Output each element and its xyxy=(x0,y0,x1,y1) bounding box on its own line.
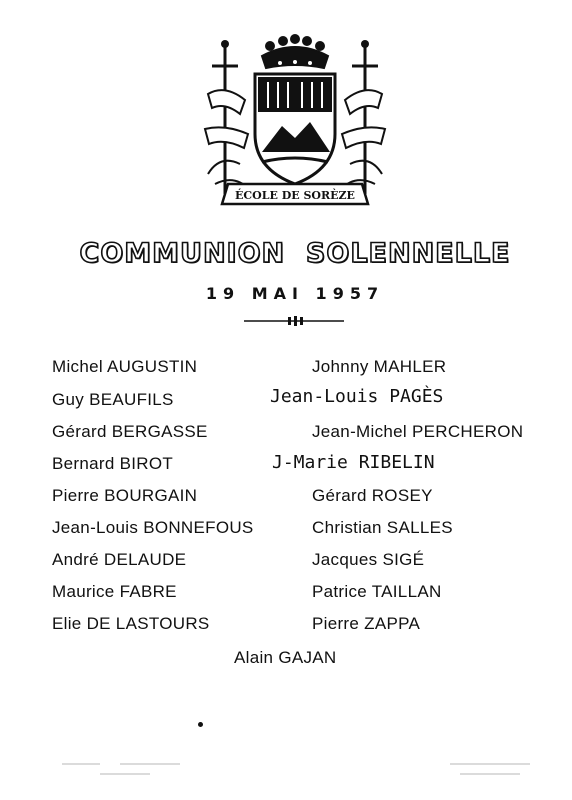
communicant-name: Jean-Louis PAGÈS xyxy=(270,386,444,407)
communicant-name: Johnny MAHLER xyxy=(312,357,447,376)
communicant-name: Jacques SIGÉ xyxy=(312,550,425,569)
page-title: COMMUNION SOLENNELLE xyxy=(79,238,511,269)
faint-bleed-through-left xyxy=(60,758,190,780)
school-crest xyxy=(200,34,390,214)
communicant-name: Jean-Michel PERCHERON xyxy=(312,422,524,441)
communicant-name: Maurice FABRE xyxy=(52,582,177,601)
communicant-name: Jean-Louis BONNEFOUS xyxy=(52,518,254,537)
communicant-name: Guy BEAUFILS xyxy=(52,390,174,409)
communicant-name: Gérard ROSEY xyxy=(312,486,433,505)
communicant-name: Alain GAJAN xyxy=(234,648,337,667)
communicant-name: Pierre ZAPPA xyxy=(312,614,421,633)
crest-motto: ÉCOLE DE SORÈZE xyxy=(235,189,355,202)
crest-emblem-icon xyxy=(200,34,390,214)
faint-bleed-through-right xyxy=(430,758,560,780)
communicant-name: Elie DE LASTOURS xyxy=(52,614,210,633)
communicant-name: André DELAUDE xyxy=(52,550,187,569)
communicant-name: Pierre BOURGAIN xyxy=(52,486,198,505)
ink-dot xyxy=(198,722,203,727)
event-date: 19 MAI 1957 xyxy=(205,284,385,303)
communicant-name: J-Marie RIBELIN xyxy=(272,452,435,473)
communicant-name: Michel AUGUSTIN xyxy=(52,357,198,376)
communicant-name: Gérard BERGASSE xyxy=(52,422,208,441)
ornament-divider xyxy=(244,314,344,328)
communicant-name: Bernard BIROT xyxy=(52,454,174,473)
divider-ornament-icon xyxy=(244,314,344,328)
communicant-name: Patrice TAILLAN xyxy=(312,582,442,601)
communicant-name: Christian SALLES xyxy=(312,518,453,537)
